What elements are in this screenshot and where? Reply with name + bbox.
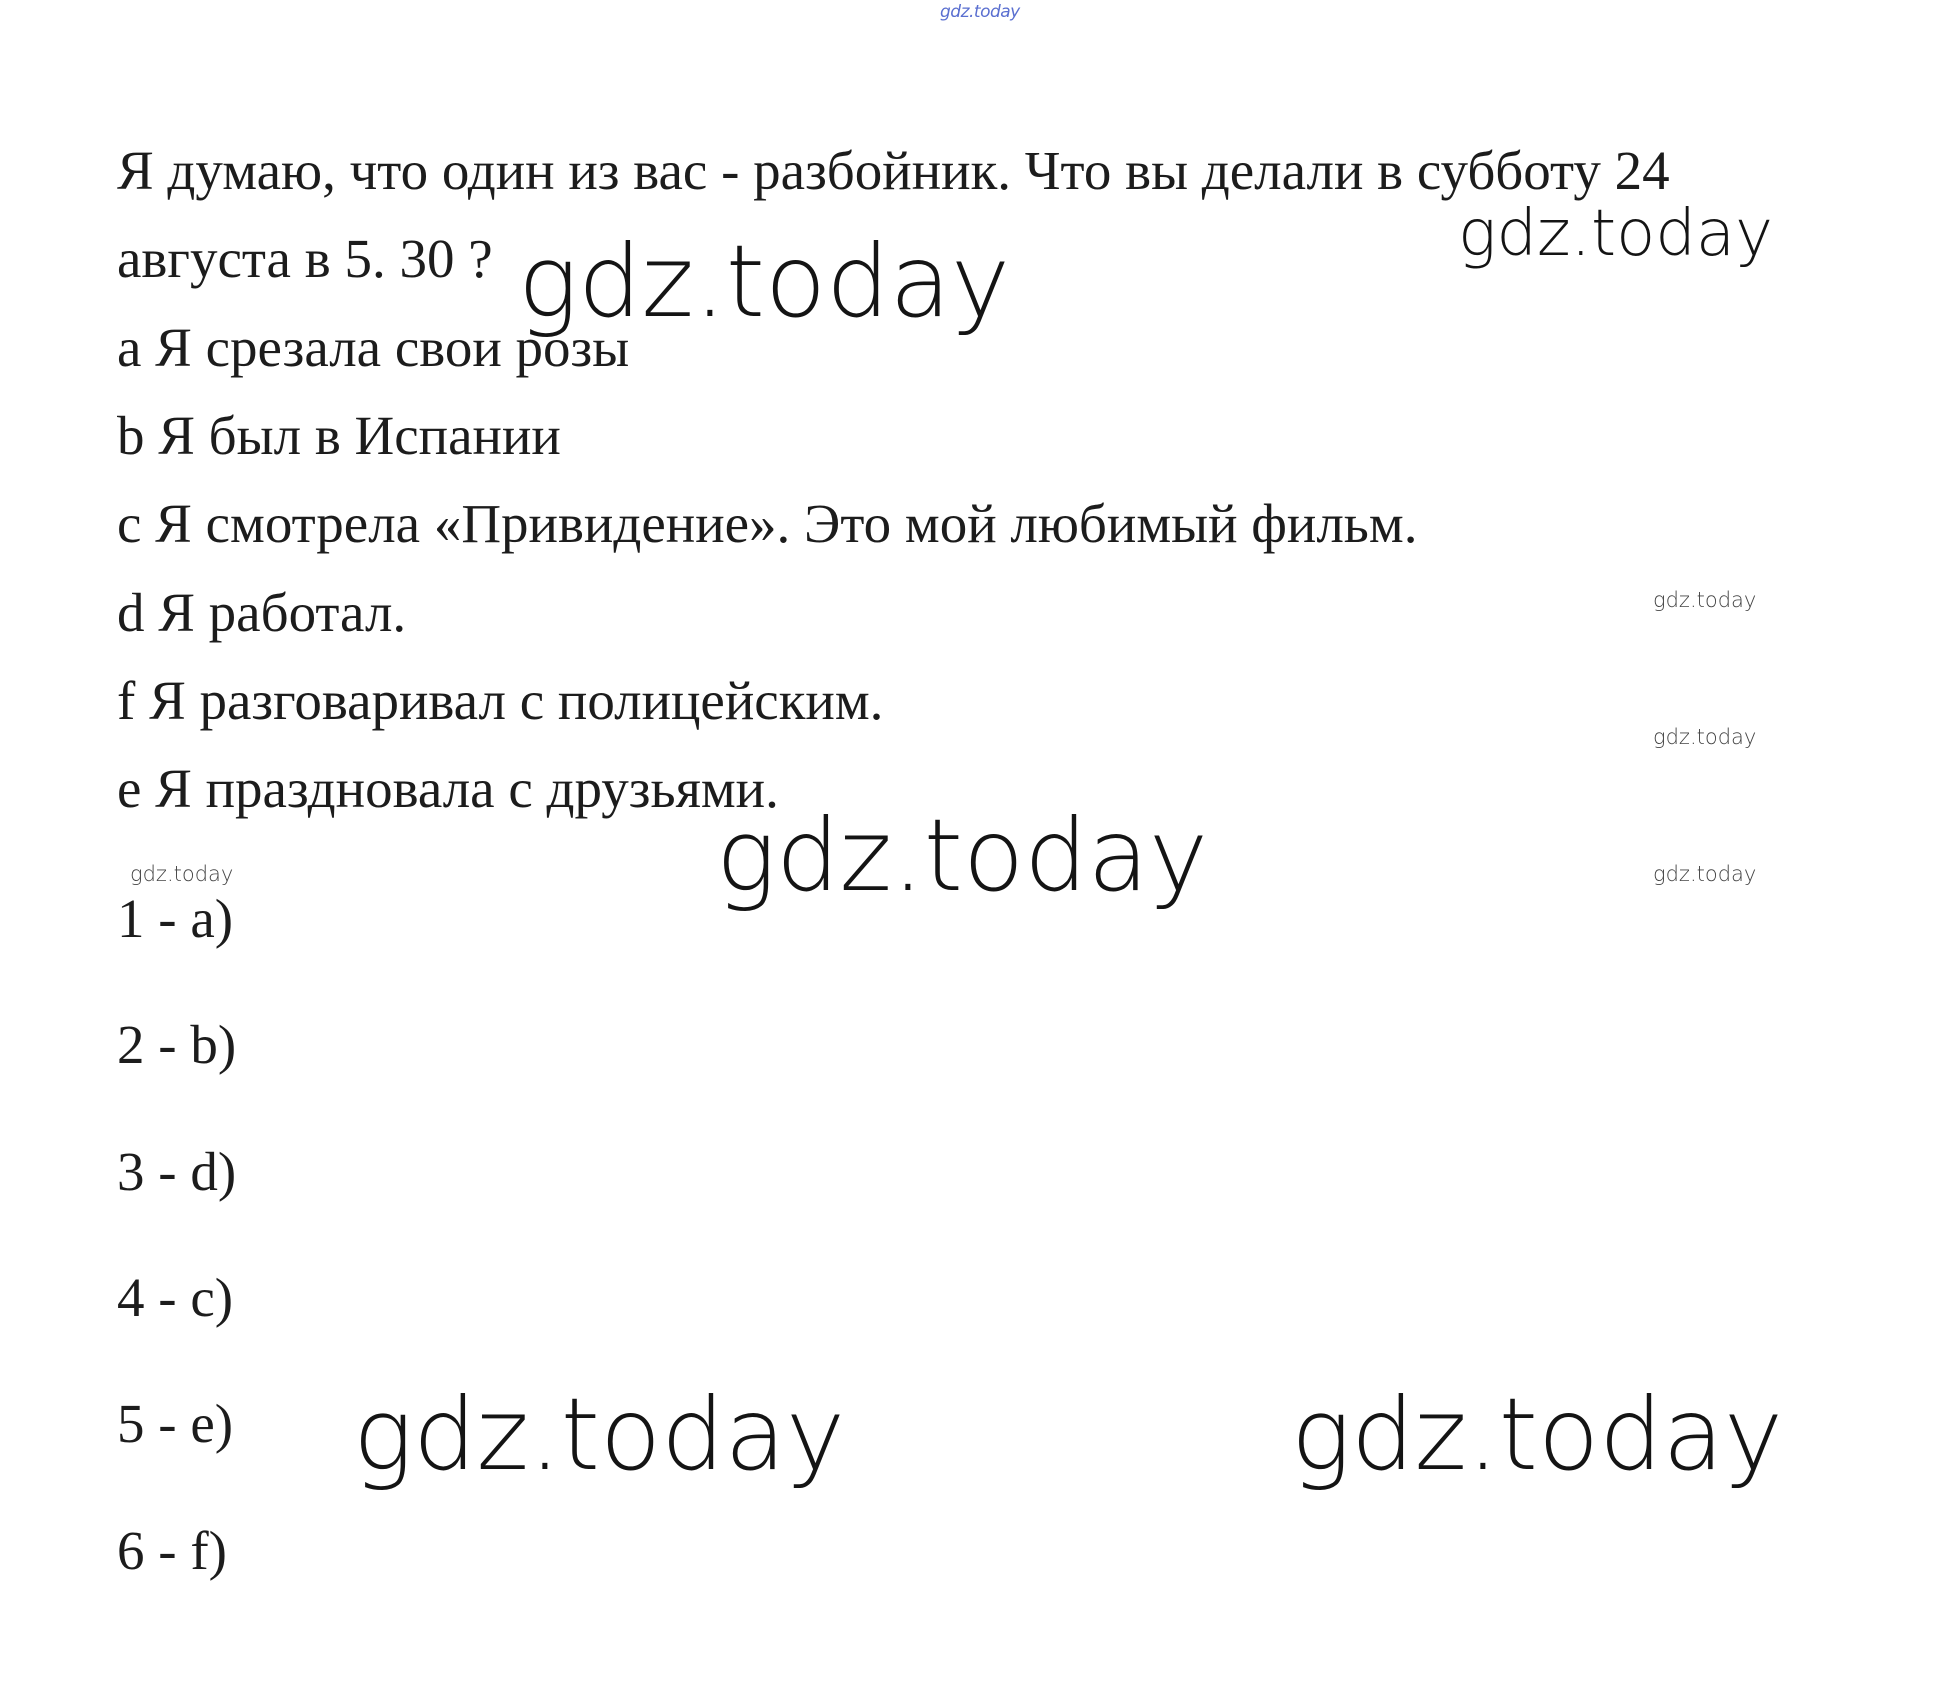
option-a: a Я срезала свои розы xyxy=(117,317,630,378)
answer-6: 6 - f) xyxy=(117,1520,227,1581)
watermark-large-4: gdz.today xyxy=(1291,1376,1784,1493)
option-c: c Я смотрела «Привидение». Это мой любимый фильм. xyxy=(117,493,1418,554)
option-d: d Я работал. xyxy=(117,582,407,643)
answer-3: 3 - d) xyxy=(117,1141,237,1202)
question-line-1: Я думаю, что один из вас - разбойник. Что вы делали в субботу 24 xyxy=(117,140,1670,201)
watermark-small-2: gdz.today xyxy=(1653,725,1757,749)
top-watermark: gdz.today xyxy=(940,2,1020,22)
answer-4: 4 - c) xyxy=(117,1267,234,1328)
watermark-small-1: gdz.today xyxy=(1653,588,1757,612)
watermark-large-2: gdz.today xyxy=(716,797,1209,914)
watermark-medium-1: gdz.today xyxy=(1458,197,1773,271)
answer-5: 5 - e) xyxy=(117,1393,234,1454)
answer-2: 2 - b) xyxy=(117,1014,237,1075)
question-line-2: августа в 5. 30 ? xyxy=(117,228,493,289)
option-b: b Я был в Испании xyxy=(117,405,561,466)
watermark-small-4: gdz.today xyxy=(130,862,234,886)
answer-1: 1 - a) xyxy=(117,888,234,949)
watermark-large-3: gdz.today xyxy=(353,1376,846,1493)
watermark-small-3: gdz.today xyxy=(1653,862,1757,886)
option-e: e Я праздновала с друзьями. xyxy=(117,758,779,819)
option-f: f Я разговаривал с полицейским. xyxy=(117,670,884,731)
watermark-large-1: gdz.today xyxy=(518,223,1011,340)
